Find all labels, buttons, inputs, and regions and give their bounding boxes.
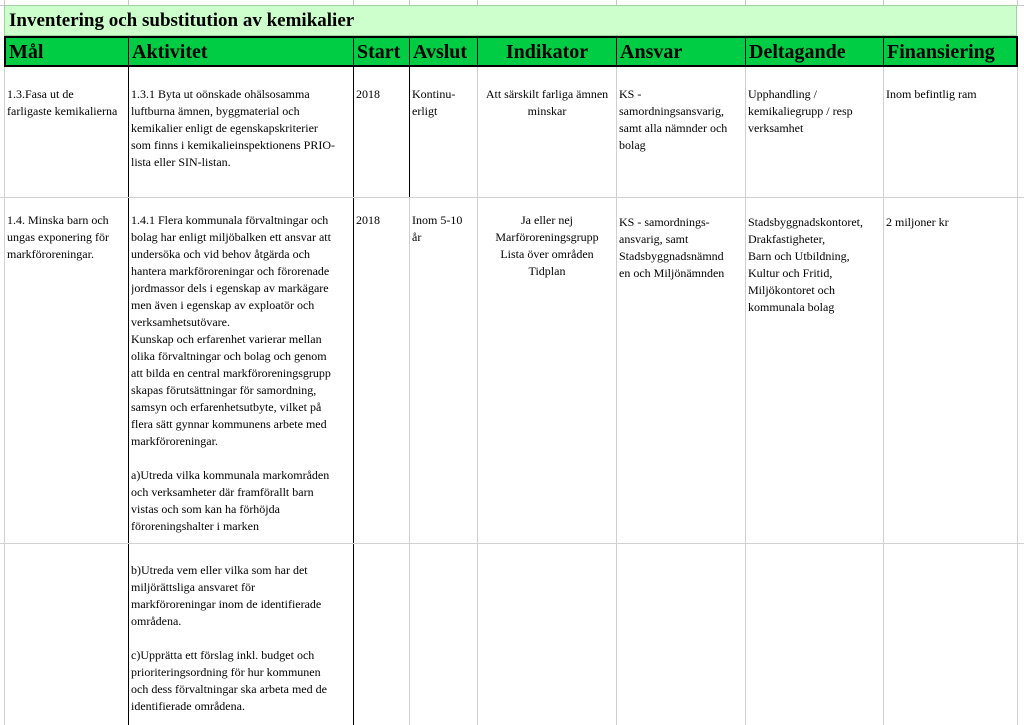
row2-start[interactable]: 2018 [356, 213, 380, 227]
row1-mal[interactable]: 1.3.Fasa ut de farligaste kemikalierna [7, 87, 118, 118]
header-ansvar[interactable]: Ansvar [616, 36, 746, 67]
row3-aktivitet[interactable]: b)Utreda vem eller vilka som har det miljörättsliga ansvaret för markföroreningar inom de identifierade områdena. c)Upprätta ett förslag inkl. budget och prioriteringsordning för hur kommunen och dess förvaltningar ska arbeta med de identifierade områdena. [131, 563, 327, 713]
row1-finansiering[interactable]: Inom befintlig ram [886, 87, 977, 101]
row2-finansiering[interactable]: 2 miljoner kr [886, 215, 949, 229]
row1-start[interactable]: 2018 [356, 87, 380, 101]
section-title: Inventering och substitution av kemikalier [9, 10, 355, 31]
header-mal[interactable]: Mål [4, 36, 129, 67]
header-indikator[interactable]: Indikator [477, 36, 617, 67]
row2-indikator[interactable]: Ja eller nej Marföroreningsgrupp Lista över områden Tidplan [495, 213, 599, 278]
row2-deltagande[interactable]: Stadsbyggnadskontoret, Drakfastigheter, Barn och Utbildning, Kultur och Fritid, Miljökontoret och kommunala bolag [748, 215, 863, 314]
section-title-row[interactable] [4, 5, 1017, 36]
header-aktivitet[interactable]: Aktivitet [128, 36, 354, 67]
row2-mal[interactable]: 1.4. Minska barn och ungas exponering för markföroreningar. [7, 213, 109, 261]
row2-aktivitet[interactable]: 1.4.1 Flera kommunala förvaltningar och bolag har enligt miljöbalken ett ansvar att undersöka och vid behov åtgärda och hantera markföroreningar och förorenade jordmassor dels i egenskap av markägare men även i egenskap av exploatör och verksamhetsutövare. Kunskap och erfarenhet varierar mellan olika förvaltningar och bolag och genom att bilda en central markföroreningsgrupp skapas förutsättningar för samordning, samsyn och erfarenhetsutbyte, vilket på flera sätt gynnar kommunens arbete med markföroreningar. a)Utreda vilka kommunala markområden och verksamheter där framförallt barn vistas och som kan ha förhöjda föroreningshalter i marken [131, 213, 331, 533]
header-start[interactable]: Start [353, 36, 410, 67]
row1-avslut[interactable]: Kontinu- erligt [412, 87, 456, 118]
header-deltagande[interactable]: Deltagande [745, 36, 884, 67]
row1-deltagande[interactable]: Upphandling / kemikaliegrupp / resp verksamhet [748, 87, 853, 135]
row1-indikator[interactable]: Att särskilt farliga ämnen minskar [485, 87, 609, 118]
row2-avslut[interactable]: Inom 5-10 år [412, 213, 463, 244]
row1-ansvar[interactable]: KS - samordningsansvarig, samt alla nämnder och bolag [619, 87, 728, 152]
header-finansiering[interactable]: Finansiering [883, 36, 1018, 67]
row2-ansvar[interactable]: KS - samordnings- ansvarig, samt Stadsbyggnadsnämnd en och Miljönämnden [619, 215, 725, 280]
header-avslut[interactable]: Avslut [409, 36, 478, 67]
row1-aktivitet[interactable]: 1.3.1 Byta ut oönskade ohälsosamma luftburna ämnen, byggmaterial och kemikalier enligt de egenskapskriterier som finns i kemikalieinspektionens PRIO- lista eller SIN-listan. [131, 87, 335, 169]
